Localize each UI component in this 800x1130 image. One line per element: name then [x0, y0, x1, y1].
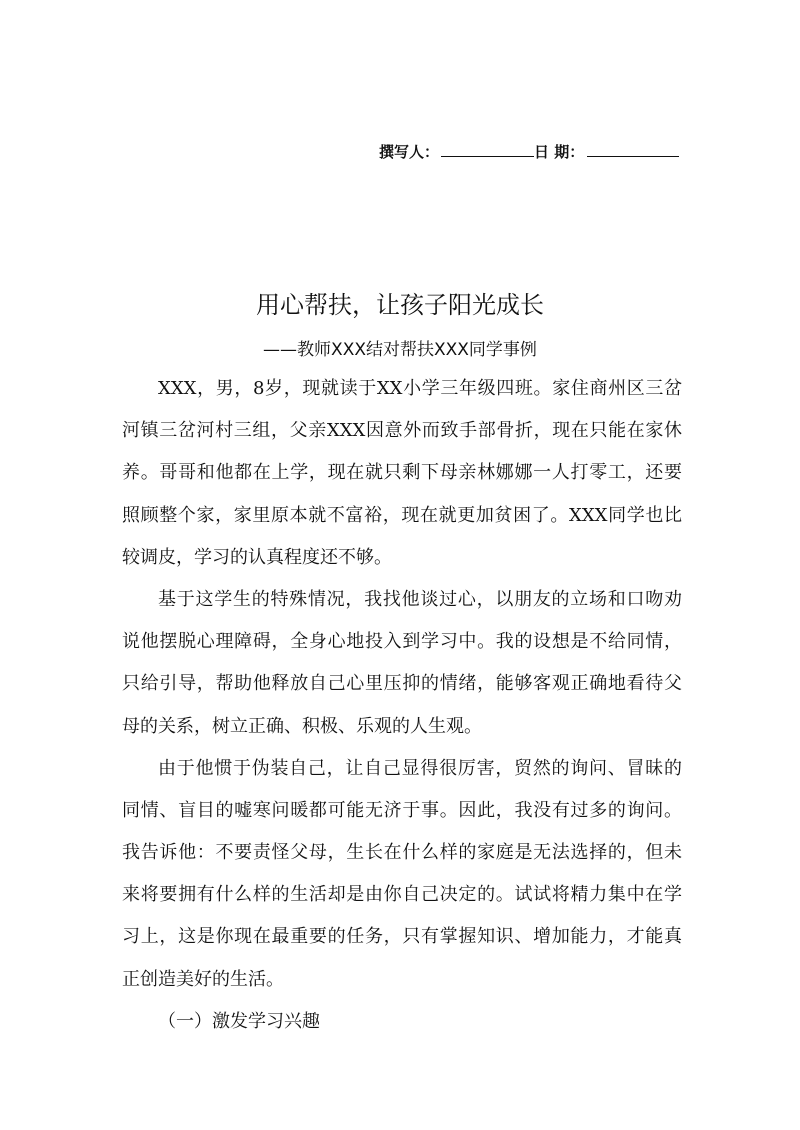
author-label: 撰写人：: [379, 143, 440, 161]
paragraph-line: XXX，男，8岁，现就读于XX小学三年级四班。家住商州区三岔: [158, 378, 682, 399]
paragraph-line: 我告诉他：不要责怪父母，生长在什么样的家庭是无法选择的，但未: [122, 842, 682, 864]
paragraph-2: [122, 579, 682, 748]
paragraph-line: 同情、盲目的嘘寒问暖都可能无济于事。因此，我没有过多的询问。: [122, 799, 682, 821]
paragraph-3: [122, 748, 682, 1001]
paragraph-line: 基于这学生的特殊情况，我找他谈过心，以朋友的立场和口吻劝: [158, 588, 682, 610]
paragraph-line: 正创造美好的生活。: [122, 968, 284, 990]
paragraph-line: 来将要拥有什么样的生活却是由你自己决定的。试试将精力集中在学: [122, 884, 682, 906]
date-blank: [587, 140, 679, 157]
paragraph-line: 河镇三岔河村三组，父亲XXX因意外而致手部骨折，现在只能在家休: [122, 420, 682, 442]
paragraph-line: 说他摆脱心理障碍，全身心地投入到学习中。我的设想是不给同情，: [122, 631, 682, 653]
header-byline: [379, 140, 679, 160]
paragraph-1: [122, 368, 682, 579]
document-title: 用心帮扶，让孩子阳光成长: [256, 291, 544, 319]
body-text: [122, 368, 682, 1043]
paragraph-line: 只给引导，帮助他释放自己心里压抑的情绪，能够客观正确地看待父: [122, 673, 682, 695]
paragraph-line: 养。哥哥和他都在上学，现在就只剩下母亲林娜娜一人打零工，还要: [122, 462, 682, 484]
paragraph-line: 母的关系，树立正确、积极、乐观的人生观。: [122, 715, 482, 737]
author-blank: [441, 140, 534, 157]
paragraph-line: 较调皮，学习的认真程度还不够。: [122, 546, 392, 568]
paragraph-line: 习上，这是你现在最重要的任务，只有掌握知识、增加能力，才能真: [122, 926, 682, 948]
document-subtitle: ——教师XXX结对帮扶XXX同学事例: [263, 340, 537, 360]
paragraph-line: 由于他惯于伪装自己，让自己显得很厉害，贸然的询问、冒昧的: [158, 757, 682, 779]
date-label: 日 期：: [534, 143, 585, 161]
section-heading: （一）激发学习兴趣: [158, 1010, 320, 1032]
paragraph-line: 照顾整个家，家里原本就不富裕，现在就更加贫困了。XXX同学也比: [122, 504, 682, 526]
